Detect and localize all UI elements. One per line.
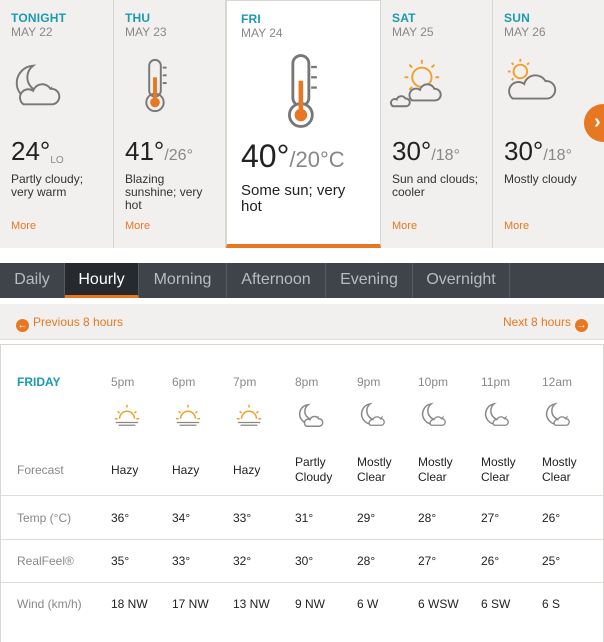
day-name: FRI — [241, 12, 261, 26]
day-low-temp: /18° — [543, 147, 572, 164]
tab-overnight[interactable]: Overnight — [413, 263, 510, 298]
hour-forecast: Mostly Clear — [481, 455, 516, 484]
day-temp: 24°LO — [11, 136, 64, 166]
hour-time: 5pm — [111, 375, 135, 389]
moon-icon — [544, 401, 572, 429]
daily-forecast-strip — [0, 0, 604, 248]
day-low-temp: /26° — [164, 147, 193, 164]
day-card-sat[interactable] — [381, 0, 493, 248]
day-phrase: Some sun; very hot — [241, 182, 346, 215]
hour-forecast: Mostly Clear — [542, 455, 577, 484]
moon-icon — [483, 401, 511, 429]
next-8-hours-link[interactable]: Next 8 hours → — [502, 315, 587, 331]
hour-temp: 26° — [542, 511, 561, 525]
hour-realfeel: 32° — [233, 554, 252, 568]
hour-realfeel: 33° — [172, 554, 191, 568]
day-date: MAY 25 — [392, 25, 434, 39]
hour-temp: 34° — [172, 511, 191, 525]
hour-realfeel: 27° — [418, 554, 437, 568]
day-phrase: Mostly cloudy — [504, 172, 577, 186]
day-phrase: Partly cloudy; very warm — [11, 172, 84, 199]
hour-forecast: Hazy — [111, 463, 139, 477]
hour-realfeel: 30° — [295, 554, 314, 568]
hour-time: 6pm — [172, 375, 196, 389]
hour-realfeel: 26° — [481, 554, 500, 568]
hazy-sun-icon — [235, 401, 263, 429]
hour-forecast: Partly Cloudy — [295, 455, 333, 484]
day-temp: 30°/18° — [504, 136, 572, 166]
hour-time: 11pm — [481, 375, 511, 389]
tab-daily[interactable]: Daily — [0, 263, 65, 298]
day-name: SUN — [504, 11, 530, 25]
hour-realfeel: 25° — [542, 554, 561, 568]
row-divider — [1, 495, 603, 496]
hour-realfeel: 35° — [111, 554, 130, 568]
forecast-row-label: Forecast — [17, 463, 64, 477]
hazy-sun-icon — [174, 401, 202, 429]
hour-wind: 17 NW — [172, 597, 209, 611]
hour-time: 12am — [542, 375, 573, 389]
day-temp: 40°/20°C — [241, 138, 345, 174]
hour-wind: 9 NW — [295, 597, 325, 611]
row-divider — [1, 582, 603, 583]
hour-time: 7pm — [233, 375, 257, 389]
hour-forecast: Mostly Clear — [357, 455, 392, 484]
tab-morning[interactable]: Morning — [139, 263, 227, 298]
thermometer-icon — [267, 51, 337, 131]
hour-wind: 6 W — [357, 597, 379, 611]
day-card-thu[interactable] — [114, 0, 226, 248]
day-date: MAY 24 — [241, 26, 283, 40]
more-link[interactable]: More — [504, 220, 530, 232]
day-date: MAY 22 — [11, 25, 53, 39]
mostly-cloudy-icon — [501, 56, 559, 114]
moon-cloud-icon — [8, 56, 66, 114]
hour-temp: 33° — [233, 511, 252, 525]
wind-row-label: Wind (km/h) — [17, 597, 82, 611]
tab-evening[interactable]: Evening — [326, 263, 413, 298]
hour-time: 10pm — [418, 375, 449, 389]
previous-8-hours-link[interactable]: ← Previous 8 hours — [17, 315, 124, 331]
hour-time: 9pm — [357, 375, 381, 389]
temp-row-label: Temp (°C) — [17, 511, 72, 525]
hour-wind: 13 NW — [233, 597, 270, 611]
day-card-tonight[interactable] — [0, 0, 114, 248]
thermometer-icon — [126, 56, 184, 114]
day-name: THU — [125, 11, 151, 25]
hour-temp: 36° — [111, 511, 130, 525]
hourly-pager — [0, 304, 604, 340]
chevron-right-icon: › — [594, 111, 601, 133]
hour-time: 8pm — [295, 375, 319, 389]
day-low-temp: /18° — [431, 147, 460, 164]
day-phrase: Blazing sunshine; very hot — [125, 172, 203, 212]
arrow-left-icon: ← — [17, 320, 28, 331]
forecast-tab-bar — [0, 263, 604, 298]
hour-temp: 27° — [481, 511, 500, 525]
hour-temp: 31° — [295, 511, 314, 525]
day-phrase: Sun and clouds; cooler — [392, 172, 479, 199]
realfeel-row-label: RealFeel® — [17, 554, 74, 568]
arrow-right-icon: → — [576, 320, 587, 331]
more-link[interactable]: More — [11, 220, 37, 232]
low-tag: LO — [50, 155, 64, 166]
hour-wind: 6 WSW — [418, 597, 459, 611]
hour-forecast: Hazy — [233, 463, 261, 477]
day-temp: 41°/26° — [125, 136, 193, 166]
day-date: MAY 23 — [125, 25, 167, 39]
hazy-sun-icon — [113, 401, 141, 429]
hour-wind: 6 SW — [481, 597, 511, 611]
hour-wind: 6 S — [542, 597, 561, 611]
more-link[interactable]: More — [392, 220, 418, 232]
day-card-fri-selected[interactable] — [226, 0, 381, 248]
sun-cloud-icon — [389, 56, 447, 114]
hourly-forecast-table — [0, 344, 604, 642]
hour-temp: 29° — [357, 511, 376, 525]
day-name: SAT — [392, 11, 416, 25]
hour-forecast: Hazy — [172, 463, 200, 477]
day-date: MAY 26 — [504, 25, 546, 39]
moon-icon — [359, 401, 387, 429]
moon-icon — [420, 401, 448, 429]
tab-afternoon[interactable]: Afternoon — [227, 263, 326, 298]
hour-temp: 28° — [418, 511, 437, 525]
hour-realfeel: 28° — [357, 554, 376, 568]
more-link[interactable]: More — [125, 220, 151, 232]
day-temp: 30°/18° — [392, 136, 460, 166]
row-divider — [1, 539, 603, 540]
moon-cloud-icon — [297, 401, 325, 429]
day-name: TONIGHT — [11, 11, 67, 25]
hour-forecast: Mostly Clear — [418, 455, 453, 484]
day-low-temp: /20°C — [289, 147, 345, 172]
tab-hourly[interactable]: Hourly — [65, 263, 139, 298]
hourly-day-label: FRIDAY — [17, 375, 61, 389]
hour-wind: 18 NW — [111, 597, 148, 611]
